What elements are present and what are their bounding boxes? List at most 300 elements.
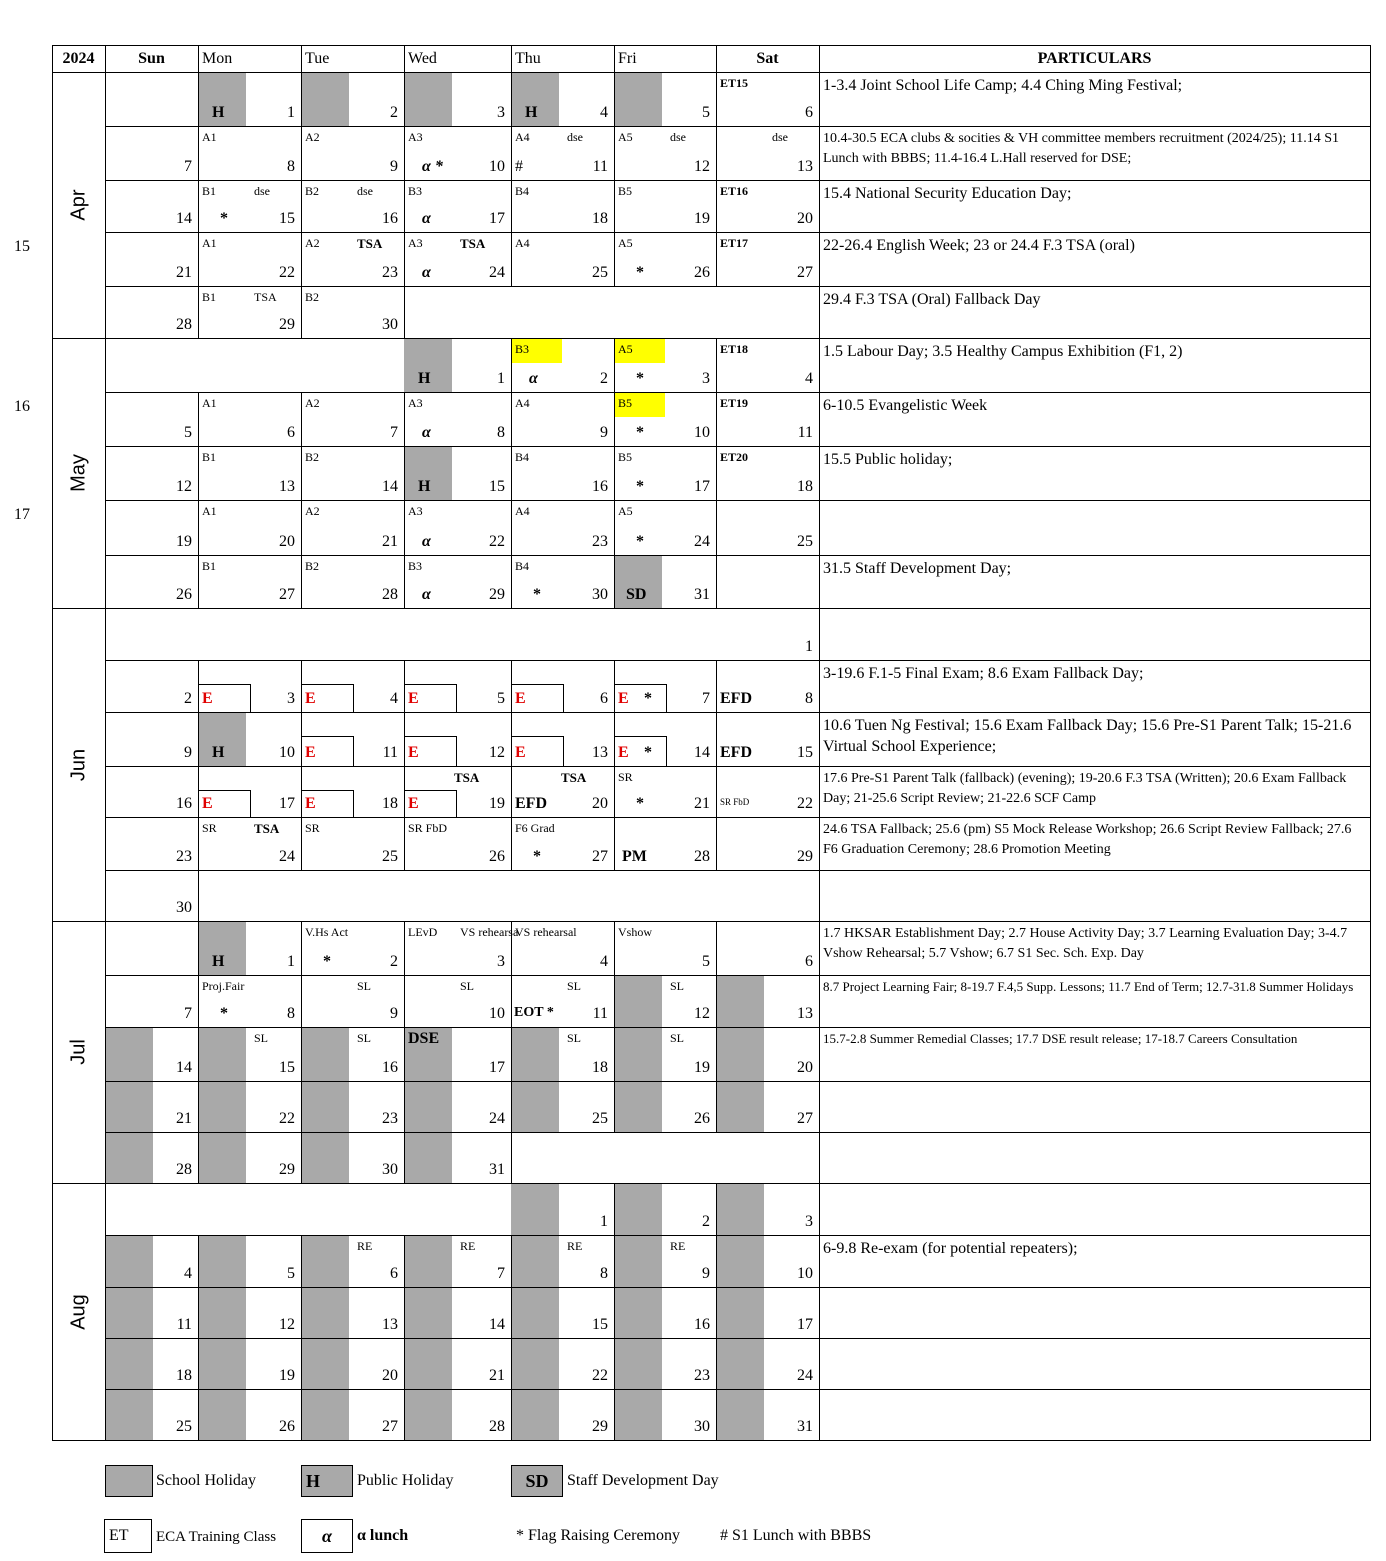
- day-code-secondary: SL: [567, 979, 582, 993]
- grid-line: [105, 555, 1371, 556]
- particulars-text: 31.5 Staff Development Day;: [823, 560, 1012, 577]
- day-code-secondary: dse: [670, 130, 686, 144]
- day-number: 20: [592, 795, 608, 812]
- day-number: 11: [176, 1316, 192, 1333]
- day-code-secondary: TSA: [254, 821, 280, 836]
- grid-line: [105, 1287, 1371, 1288]
- day-number: 19: [279, 1367, 295, 1384]
- grid-line: [52, 1183, 106, 1184]
- grid-line: [105, 766, 1371, 767]
- day-number: 7: [390, 424, 398, 441]
- day-number: 3: [497, 104, 505, 121]
- day-number: 15: [279, 1059, 295, 1076]
- day-header-mon: Mon: [202, 50, 233, 67]
- grid-line: [52, 338, 106, 339]
- day-mark: α: [422, 586, 431, 603]
- day-number: 18: [592, 1059, 608, 1076]
- day-number: 26: [694, 264, 710, 281]
- day-number: 22: [592, 1367, 608, 1384]
- grid-line: [819, 817, 820, 871]
- grid-line: [105, 500, 1371, 501]
- grid-line: [105, 1440, 1371, 1441]
- day-code: B3: [408, 559, 423, 573]
- day-number: 3: [805, 1213, 813, 1230]
- day-number: 16: [382, 1059, 398, 1076]
- day-number: 6: [600, 690, 608, 707]
- exam-mark: E: [618, 690, 629, 707]
- grid-line: [105, 817, 1371, 818]
- day-number: 27: [592, 848, 608, 865]
- particulars-text: 1.5 Labour Day; 3.5 Healthy Campus Exhibition (F1, 2): [823, 343, 1183, 360]
- particulars-text: 3-19.6 F.1-5 Final Exam; 8.6 Exam Fallback Day;: [823, 665, 1144, 682]
- day-number: 1: [497, 370, 505, 387]
- day-code-secondary: TSA: [357, 236, 383, 251]
- exam-mark: E: [305, 690, 316, 707]
- day-number: 21: [489, 1367, 505, 1384]
- day-number: 6: [390, 1265, 398, 1282]
- day-number: 10: [489, 158, 505, 175]
- grid-line: [819, 392, 820, 447]
- day-number: 25: [176, 1418, 192, 1435]
- day-number: 30: [382, 316, 398, 333]
- day-code: A5: [618, 130, 633, 144]
- grid-line: [819, 126, 820, 181]
- day-number: 23: [176, 848, 192, 865]
- day-number: 8: [287, 158, 295, 175]
- day-code-low: SR FbD: [720, 797, 750, 807]
- day-number: 20: [279, 533, 295, 550]
- flag-raising-star: *: [220, 210, 228, 227]
- grid-line: [819, 1027, 820, 1082]
- day-code: Proj.Fair: [202, 979, 245, 993]
- day-number: 11: [592, 158, 608, 175]
- day-number: 26: [279, 1418, 295, 1435]
- legend-et-mark: ET: [109, 1527, 129, 1544]
- day-number: 13: [382, 1316, 398, 1333]
- day-code-secondary: dse: [254, 184, 270, 198]
- day-number: 15: [797, 744, 813, 761]
- day-number: 11: [797, 424, 813, 441]
- day-number: 1: [287, 953, 295, 970]
- day-number: 23: [382, 264, 398, 281]
- legend-bbbs-lunch: # S1 Lunch with BBBS: [720, 1527, 872, 1544]
- day-code: A2: [305, 396, 320, 410]
- grid-line: [1370, 45, 1371, 1441]
- day-number: 5: [287, 1265, 295, 1282]
- day-number: 4: [600, 953, 608, 970]
- grid-line: [105, 232, 1371, 233]
- legend-et-label: ECA Training Class: [156, 1529, 277, 1545]
- day-number: 14: [694, 744, 710, 761]
- day-code-secondary: RE: [670, 1239, 686, 1253]
- day-number: 6: [805, 953, 813, 970]
- day-code: LEvD: [408, 925, 438, 939]
- day-number: 22: [279, 264, 295, 281]
- day-number: 9: [600, 424, 608, 441]
- day-number: 12: [489, 744, 505, 761]
- day-code-secondary: VS rehearsa: [460, 925, 519, 939]
- day-number: 20: [797, 210, 813, 227]
- day-number: 16: [592, 478, 608, 495]
- day-mark: H: [212, 104, 225, 121]
- day-number: 31: [797, 1418, 813, 1435]
- grid-line: [716, 555, 717, 609]
- day-number: 21: [176, 1110, 192, 1127]
- day-number: 18: [592, 210, 608, 227]
- day-header-wed: Wed: [408, 50, 437, 67]
- day-number: 25: [592, 264, 608, 281]
- day-mark: α *: [422, 158, 443, 175]
- year-header: 2024: [62, 50, 95, 67]
- day-mark: EFD: [515, 795, 547, 812]
- exam-mark: E: [515, 744, 526, 761]
- day-number: 14: [176, 210, 192, 227]
- day-number: 12: [279, 1316, 295, 1333]
- day-number: 7: [184, 1005, 192, 1022]
- flag-raising-star: *: [533, 586, 541, 603]
- flag-raising-star: *: [644, 690, 652, 707]
- day-number: 14: [489, 1316, 505, 1333]
- month-label: May: [67, 454, 90, 492]
- day-mark: EFD: [720, 690, 752, 707]
- exam-mark: E: [408, 795, 419, 812]
- particulars-text: 24.6 TSA Fallback; 25.6 (pm) S5 Mock Release Workshop; 26.6 Script Review Fallback; 27.6 F6 Graduation Ceremony; 28.6 Promotion Meeting: [823, 822, 1352, 857]
- grid-line: [819, 555, 820, 609]
- grid-line: [105, 921, 1371, 922]
- day-number: 26: [489, 848, 505, 865]
- day-number: 5: [702, 104, 710, 121]
- particulars-text: 17.6 Pre-S1 Parent Talk (fallback) (evening); 19-20.6 F.3 TSA (Written); 20.6 Exam Fallback Day; 21-25.6 Script Review; 21-22.6 SCF Camp: [823, 771, 1347, 806]
- day-mark: EOT *: [514, 1005, 554, 1020]
- day-number: 10: [797, 1265, 813, 1282]
- grid-line: [105, 1235, 1371, 1236]
- day-number: 10: [279, 744, 295, 761]
- day-number: 28: [176, 1161, 192, 1178]
- day-number: 9: [390, 1005, 398, 1022]
- day-number: 22: [279, 1110, 295, 1127]
- day-code-secondary: TSA: [254, 290, 277, 304]
- grid-line: [105, 608, 1371, 609]
- day-number: 15: [279, 210, 295, 227]
- day-number: 1: [600, 1213, 608, 1230]
- day-number: 24: [694, 533, 710, 550]
- month-label: Apr: [67, 189, 90, 221]
- day-code: B5: [618, 450, 633, 464]
- day-mark: H: [418, 370, 431, 387]
- day-number: 20: [797, 1059, 813, 1076]
- day-number: 27: [797, 264, 813, 281]
- day-code: SR: [202, 821, 217, 835]
- day-number: 17: [489, 210, 505, 227]
- day-number: 12: [694, 1005, 710, 1022]
- grid-line: [105, 1183, 1371, 1184]
- day-mark: EFD: [720, 744, 752, 761]
- day-code: A1: [202, 504, 217, 518]
- particulars-text: 8.7 Project Learning Fair; 8-19.7 F.4,5 Supp. Lessons; 11.7 End of Term; 12.7-31.8 Summer Holidays: [823, 979, 1354, 994]
- day-number: 2: [600, 370, 608, 387]
- day-code: B1: [202, 450, 217, 464]
- day-number: 17: [694, 478, 710, 495]
- month-label: Jun: [67, 748, 90, 781]
- grid-line: [105, 446, 1371, 447]
- day-code-secondary: TSA: [454, 770, 480, 785]
- grid-line: [105, 45, 106, 1441]
- day-mark: #: [515, 158, 523, 175]
- day-code: A4: [515, 504, 530, 518]
- day-code: ET19: [720, 396, 749, 410]
- day-number: 31: [489, 1161, 505, 1178]
- day-number: 21: [176, 264, 192, 281]
- day-number: 4: [600, 104, 608, 121]
- exam-mark: E: [408, 744, 419, 761]
- day-code: ET18: [720, 342, 749, 356]
- grid-line: [819, 660, 820, 713]
- day-code: B1: [202, 559, 217, 573]
- flag-raising-star: *: [636, 795, 644, 812]
- day-code-secondary: SL: [460, 979, 475, 993]
- day-number: 13: [797, 158, 813, 175]
- day-number: 20: [382, 1367, 398, 1384]
- day-number: 4: [390, 690, 398, 707]
- grid-line: [105, 1389, 1371, 1390]
- day-code-secondary: RE: [460, 1239, 476, 1253]
- grid-line: [819, 232, 820, 287]
- legend-sd-label: Staff Development Day: [567, 1472, 719, 1489]
- day-code: A4: [515, 236, 530, 250]
- day-number: 8: [287, 1005, 295, 1022]
- day-code: F6 Grad: [515, 821, 555, 835]
- day-code: B2: [305, 559, 320, 573]
- day-code: SR FbD: [408, 821, 448, 835]
- day-number: 4: [184, 1265, 192, 1282]
- exam-mark: E: [202, 795, 213, 812]
- day-code: A5: [618, 342, 633, 356]
- grid-line: [819, 1235, 820, 1288]
- day-number: 24: [489, 264, 505, 281]
- day-number: 7: [702, 690, 710, 707]
- week-number: 17: [14, 506, 30, 523]
- particulars-text: 29.4 F.3 TSA (Oral) Fallback Day: [823, 291, 1041, 308]
- day-code: A2: [305, 504, 320, 518]
- particulars-text: 15.4 National Security Education Day;: [823, 185, 1072, 202]
- grid-line: [819, 1338, 820, 1390]
- legend-et-swatch: [104, 1519, 152, 1553]
- grid-line: [819, 921, 820, 976]
- day-number: 24: [797, 1367, 813, 1384]
- month-label: Jul: [67, 1039, 90, 1065]
- grid-line: [819, 1183, 820, 1236]
- day-number: 27: [382, 1418, 398, 1435]
- exam-mark: E: [618, 744, 629, 761]
- day-code: B3: [515, 342, 530, 356]
- grid-line: [52, 72, 1371, 73]
- exam-mark: E: [305, 795, 316, 812]
- day-code: ET17: [720, 236, 749, 250]
- month-label: Aug: [67, 1293, 90, 1330]
- grid-line: [105, 286, 1371, 287]
- day-code: A5: [618, 236, 633, 250]
- week-number: 15: [14, 238, 30, 255]
- day-number: 21: [382, 533, 398, 550]
- grid-line: [511, 45, 512, 73]
- grid-line: [105, 392, 1371, 393]
- day-code: A1: [202, 236, 217, 250]
- flag-raising-star: *: [636, 533, 644, 550]
- grid-line: [819, 72, 820, 127]
- day-number: 17: [797, 1316, 813, 1333]
- legend-school-holiday-swatch: [105, 1465, 153, 1497]
- day-number: 29: [279, 316, 295, 333]
- grid-line: [105, 712, 1371, 713]
- legend-sd-mark: SD: [525, 1471, 549, 1491]
- day-code-secondary: RE: [357, 1239, 373, 1253]
- grid-line: [105, 660, 1371, 661]
- grid-line: [105, 975, 1371, 976]
- grid-line: [819, 338, 820, 393]
- day-number: 30: [382, 1161, 398, 1178]
- day-code-secondary: SL: [567, 1031, 582, 1045]
- day-number: 30: [592, 586, 608, 603]
- exam-mark: E: [202, 690, 213, 707]
- day-number: 29: [592, 1418, 608, 1435]
- particulars-text: 6-9.8 Re-exam (for potential repeaters);: [823, 1240, 1078, 1257]
- day-code-secondary: SL: [254, 1031, 269, 1045]
- flag-raising-star: *: [323, 953, 331, 970]
- day-header-sun: Sun: [138, 50, 165, 67]
- day-mark: DSE: [408, 1030, 440, 1047]
- grid-line: [52, 45, 53, 1441]
- day-number: 25: [382, 848, 398, 865]
- exam-mark: E: [515, 690, 526, 707]
- day-number: 13: [279, 478, 295, 495]
- day-number: 24: [489, 1110, 505, 1127]
- day-code: A1: [202, 396, 217, 410]
- grid-line: [105, 1132, 1371, 1133]
- day-number: 6: [287, 424, 295, 441]
- day-number: 30: [176, 899, 192, 916]
- day-number: 26: [176, 586, 192, 603]
- day-number: 9: [702, 1265, 710, 1282]
- day-mark: H: [418, 478, 431, 495]
- day-header-sat: Sat: [756, 50, 779, 67]
- day-number: 19: [489, 795, 505, 812]
- day-number: 14: [176, 1059, 192, 1076]
- day-code: A3: [408, 396, 423, 410]
- day-number: 16: [382, 210, 398, 227]
- day-header-tue: Tue: [305, 50, 330, 67]
- day-code: ET20: [720, 450, 749, 464]
- day-number: 23: [694, 1367, 710, 1384]
- day-number: 5: [497, 690, 505, 707]
- day-code: B5: [618, 396, 633, 410]
- day-code: B2: [305, 450, 320, 464]
- day-number: 25: [797, 533, 813, 550]
- day-number: 9: [390, 158, 398, 175]
- legend-public-holiday-mark: H: [306, 1471, 321, 1491]
- day-number: 6: [805, 104, 813, 121]
- grid-line: [105, 126, 1371, 127]
- day-number: 3: [702, 370, 710, 387]
- day-number: 8: [805, 690, 813, 707]
- day-mark: α: [422, 424, 431, 441]
- day-number: 3: [287, 690, 295, 707]
- particulars-text: 1.7 HKSAR Establishment Day; 2.7 House Activity Day; 3.7 Learning Evaluation Day; 3-4.7 Vshow Rehearsal; 5.7 Vshow; 6.7 S1 Sec. Sch. Exp. Day: [823, 926, 1348, 961]
- day-number: 29: [279, 1161, 295, 1178]
- legend-alpha-swatch: [301, 1519, 353, 1553]
- particulars-text: 22-26.4 English Week; 23 or 24.4 F.3 TSA (oral): [823, 237, 1135, 254]
- day-code-secondary: TSA: [561, 770, 587, 785]
- grid-line: [105, 338, 1371, 339]
- day-number: 19: [694, 210, 710, 227]
- grid-line: [52, 1440, 106, 1441]
- day-mark: H: [212, 953, 225, 970]
- day-code: V.Hs Act: [305, 925, 349, 939]
- legend-school-holiday-label: School Holiday: [156, 1472, 256, 1489]
- day-header-fri: Fri: [618, 50, 637, 67]
- day-mark: SD: [626, 586, 647, 603]
- day-code: B1: [202, 184, 217, 198]
- day-mark: α: [422, 264, 431, 281]
- day-code: ET15: [720, 76, 749, 90]
- grid-line: [819, 712, 820, 767]
- particulars-text: 10.6 Tuen Ng Festival; 15.6 Exam Fallback Day; 15.6 Pre-S1 Parent Talk; 15-21.6 Virtual School Experience;: [823, 717, 1352, 755]
- day-number: 17: [279, 795, 295, 812]
- flag-raising-star: *: [636, 424, 644, 441]
- day-number: 27: [279, 586, 295, 603]
- grid-line: [819, 1081, 820, 1133]
- day-number: 23: [592, 533, 608, 550]
- day-number: 2: [390, 104, 398, 121]
- day-number: 31: [694, 586, 710, 603]
- day-number: 29: [489, 586, 505, 603]
- grid-line: [105, 1027, 1371, 1028]
- day-number: 4: [805, 370, 813, 387]
- day-number: 28: [489, 1418, 505, 1435]
- day-number: 29: [797, 848, 813, 865]
- day-mark: H: [525, 104, 538, 121]
- day-code: SR: [618, 770, 633, 784]
- grid-line: [511, 1132, 512, 1184]
- day-number: 12: [176, 478, 192, 495]
- day-code: ET16: [720, 184, 749, 198]
- day-number: 28: [694, 848, 710, 865]
- day-code-secondary: SL: [357, 1031, 372, 1045]
- legend-flag-raising: * Flag Raising Ceremony: [516, 1527, 680, 1544]
- day-code: SR: [305, 821, 320, 835]
- exam-mark: E: [408, 690, 419, 707]
- grid-line: [404, 286, 405, 339]
- grid-line: [819, 446, 820, 501]
- grid-line: [819, 1389, 820, 1441]
- day-code: B4: [515, 559, 530, 573]
- flag-raising-star: *: [636, 478, 644, 495]
- grid-line: [819, 1287, 820, 1339]
- day-header-thu: Thu: [515, 50, 541, 67]
- particulars-header: PARTICULARS: [1037, 50, 1152, 67]
- exam-mark: E: [305, 744, 316, 761]
- day-number: 5: [184, 424, 192, 441]
- day-number: 13: [592, 744, 608, 761]
- grid-line: [819, 180, 820, 233]
- day-code: B3: [408, 184, 423, 198]
- day-code-secondary: RE: [567, 1239, 583, 1253]
- day-number: 27: [797, 1110, 813, 1127]
- day-number: 15: [489, 478, 505, 495]
- particulars-text: 10.4-30.5 ECA clubs & socities & VH committee members recruitment (2024/25); 11.14 S1 Lunch with BBBS; 11.4-16.4 L.Hall reserved for DSE;: [823, 131, 1339, 166]
- day-number: 18: [797, 478, 813, 495]
- day-code: B5: [618, 184, 633, 198]
- day-code: B4: [515, 450, 530, 464]
